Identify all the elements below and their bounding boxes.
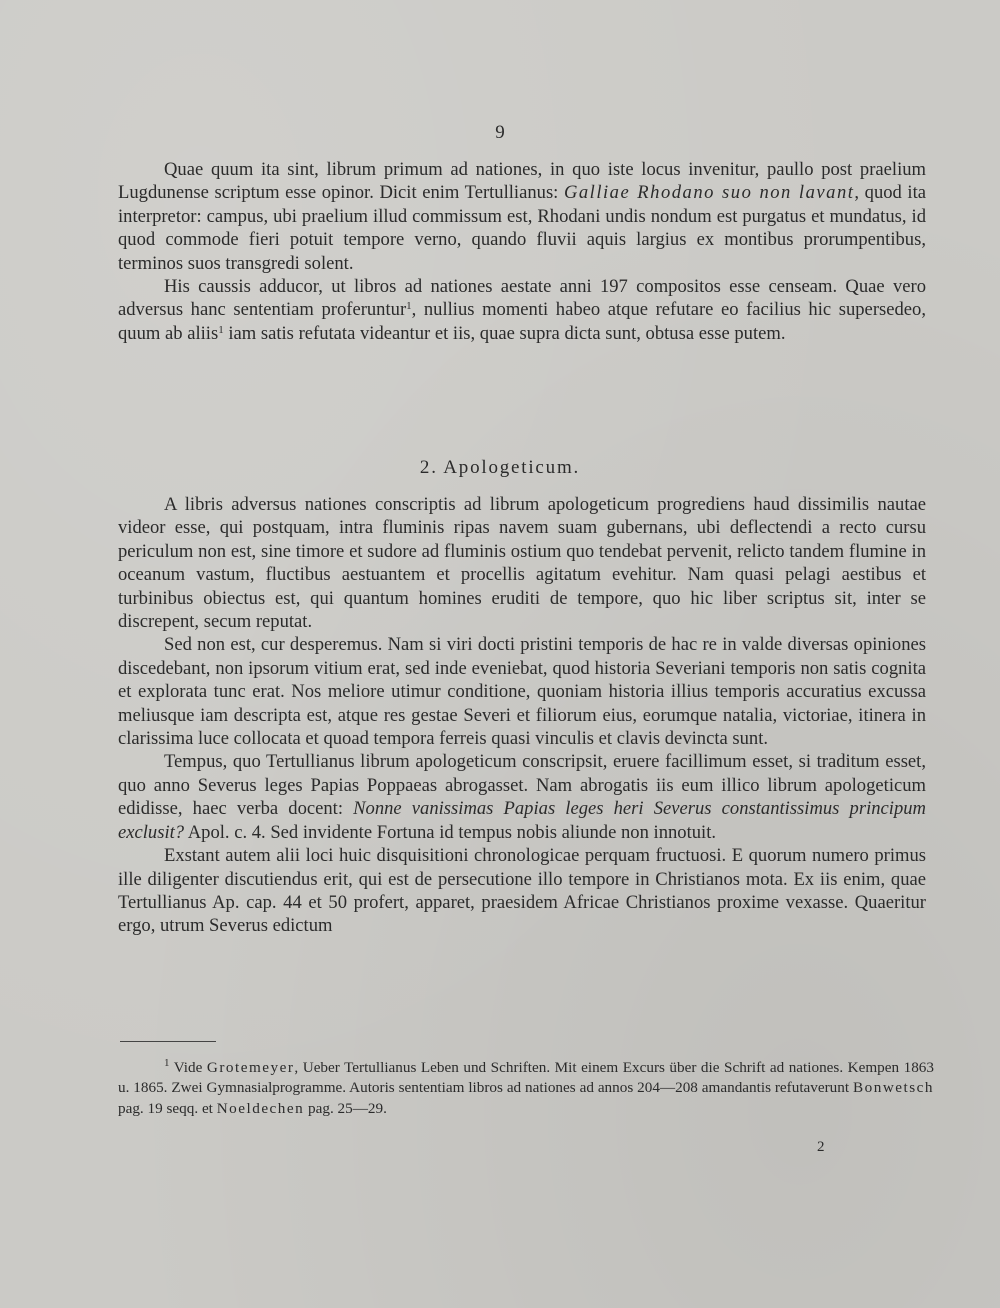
author-name: Grotemeyer <box>206 1059 295 1076</box>
latin-quote: Galliae Rhodano suo non lavant <box>563 182 855 204</box>
paragraph-text: , quod ita interpretor: campus, ubi praelium illud commissum est, Rhodani undis nondum est purgatus et mundatus, id quod commode fieri potuit tempore verno, quando fluvii aquis largius ex montibus prorumpentibus, terminos suos transgredi solent. <box>118 182 927 274</box>
paragraph-text: His caussis adducor, ut libros ad nationes aestate anni 197 compositos esse censeam. Quae vero adversus hanc sententiam proferuntur <box>118 276 926 321</box>
paragraph-text: Quae quum ita sint, librum primum ad nationes, in quo iste locus invenitur, paullo post praelium Lugdunense scriptum esse opinor. Dicit enim Tertullianus: <box>118 159 926 204</box>
footnote-text: Vide <box>169 1059 207 1076</box>
section-2-body <box>118 493 926 938</box>
footnotes <box>118 1058 934 1119</box>
paragraph-text: Apol. c. 4. Sed invidente Fortuna id tempus nobis aliunde non innotuit. <box>184 821 717 843</box>
paragraph <box>118 275 926 345</box>
paragraph-text: Tempus, quo Tertullianus librum apologeticum conscripsit, eruere facillimum esset, si traditum esset, quo anno Severus leges Papias Poppaeas abrogasset. Nam abrogatis iis eum illico librum apologeticum edidisse, haec verba docent: <box>118 751 926 820</box>
footnote-marker: 1 <box>164 1057 170 1069</box>
paragraph-text: iam satis refutata videantur et iis, quae supra dicta sunt, obtusa esse putem. <box>223 322 786 344</box>
paragraph: Exstant autem alii loci huic disquisitioni chronologicae perquam fructuosi. E quorum numero primus ille diligenter discutiendus erit, qui est de persecutione illo tempore in Christianos mota. Ex iis enim, quae Tertullianus Ap. cap. 44 et 50 profert, apparet, praesidem Africae Christianos proxime vexasse. Quaeritur ergo, utrum Severus edictum <box>118 845 926 937</box>
paragraph-text: , nullius momenti habeo atque refutare eo facilius hic supersedeo, quum ab aliis <box>118 299 926 344</box>
footnote-text: pag. 25—29. <box>304 1099 387 1117</box>
footnote-ref: 1 <box>218 323 224 336</box>
paragraph <box>118 750 926 844</box>
latin-quote: Nonne vanissimas Papias leges heri Severus constantissimus principum exclusit? <box>118 798 926 843</box>
author-name: Noeldechen <box>216 1099 305 1117</box>
paragraph <box>118 158 926 275</box>
footnote-text: , Ueber Tertullianus Leben und Schriften. Mit einem Excurs über die Schrift ad nationes. Kempen 1863 u. 1865. Zwei Gymnasialprogramme. Autoris sententiam libros ad nationes ad annos 204—208 amandantis refutaverunt <box>118 1059 934 1097</box>
paragraph: Sed non est, cur desperemus. Nam si viri docti pristini temporis de hac re in valde diversas opiniones discedebant, non ipsorum vitium erat, sed inde eveniebat, quod historia Severiani temporis non satis cognita et explorata tunc erat. Nos meliore utimur conditione, quoniam historia illius temporis accuratius excussa meliusque iam descripta est, atque res gestae Severi et filiorum eius, eorumque natalia, victoriae, itinera in clarissima luce collocata et quoad tempora ferreis quasi vinculis et clavis devincta sunt. <box>118 634 926 750</box>
section-1-body <box>118 158 926 345</box>
section-title: 2. Apologeticum. <box>419 457 581 478</box>
page-number: 9 <box>495 122 505 143</box>
author-name: Bonwetsch <box>853 1079 934 1097</box>
footnote-divider <box>120 1041 216 1042</box>
footnote <box>118 1058 934 1119</box>
signature-mark: 2 <box>817 1139 825 1155</box>
footnote-ref: 1 <box>406 300 412 313</box>
paragraph: A libris adversus nationes conscriptis ad librum apologeticum progrediens haud dissimilis nautae videor esse, qui postquam, intra fluminis ripas navem suam gubernans, ubi deflectendi a recto cursu periculum non est, sine timore et sudore ad fluminis ostium quo tendebat pervenit, relicto tandem flumine in oceanum vastum, fluctibus aestuantem et procellis agitatum evehitur. Nam quasi pelagi aestibus et turbinibus obiectus est, qui quantum homines eruditi de tempore, quo hic liber scriptus sit, inter se discrepent, secum reputat. <box>118 494 926 633</box>
footnote-text: pag. 19 seqq. et <box>118 1099 217 1117</box>
